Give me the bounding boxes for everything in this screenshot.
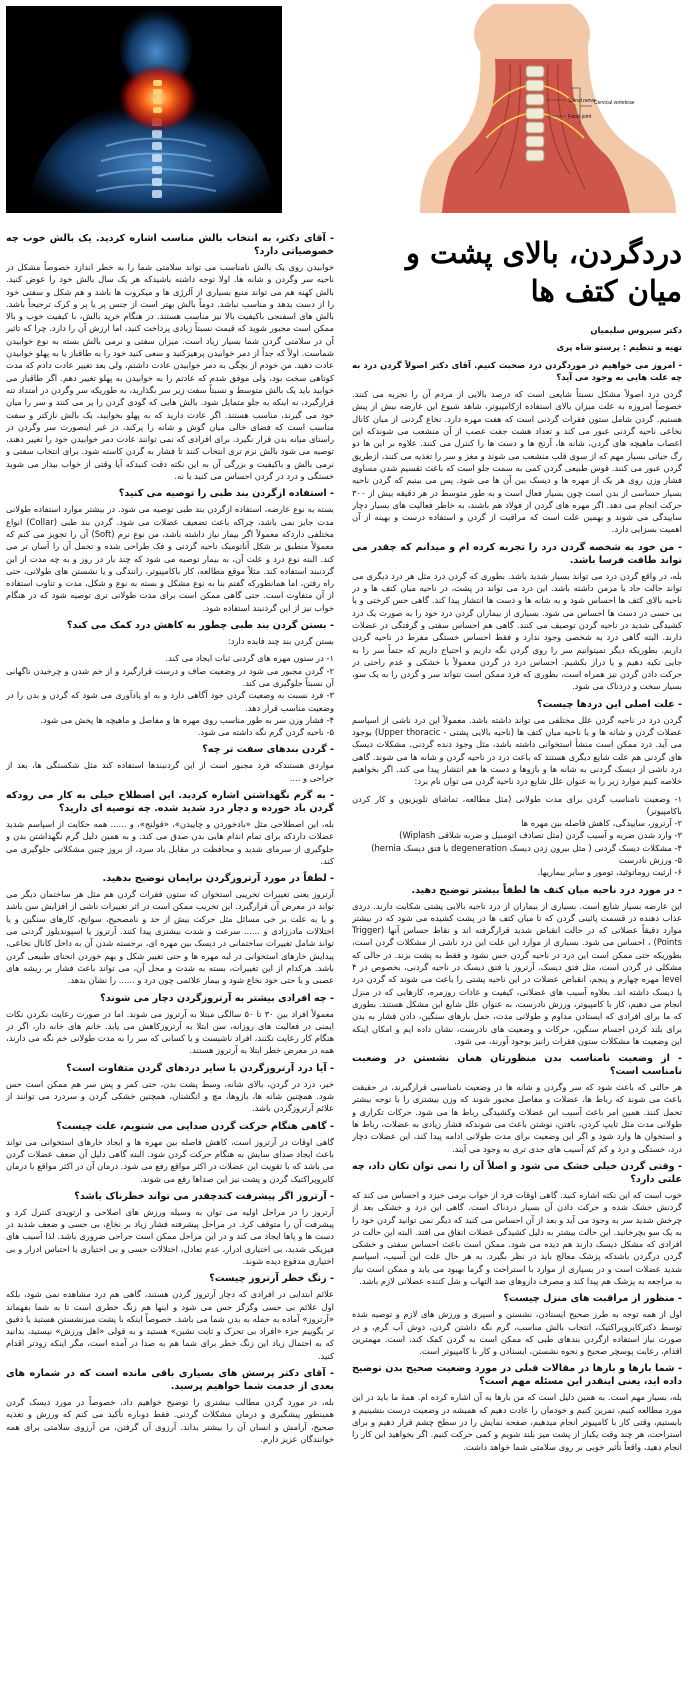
question-heading: - وقتی گردن خیلی خشک می شود و اصلاً آن را نمی توان تکان داد، چه علتی دارد؟ [352,1160,682,1185]
question-heading: - استفاده ازگردن بند طبی را توصیه می کنید؟ [118,488,334,500]
paragraph: بله، بسیار مهم است. به همین دلیل است که من بارها به آن اشاره کرده ام. همهٔ ما باید در این مورد مطالعه کنیم، تمرین کنیم و خودمان را عادت دهیم که همیشه در وضعیت درست بنشینیم و بایستیم، وقتی کار با کامپیوتر انجام میدهیم، صفحه نمایش را در سطح چشم قرار دهیم و برای استراحت، هر چند وقت یکبار از پشت میز بلند شویم و کمی حرکت کنیم. اگر بخواهید این کار را انجام دهید، واقعاً تأثیر خوبی بر روی سلامتی شما خواهد داشت. [352,1392,682,1452]
question-heading: - من خود به شخصه گردن درد را تجربه کرده ام و میدانم که چقدر می تواند طاقت فرسا باشد. [352,541,682,566]
question-heading: - از وضعیت نامناسب بدن منظورتان همان نشستن در وضعیت نامناسب است؟ [352,1053,682,1078]
label-facet-joint: Facet joint [568,114,592,120]
paragraph: خوب است که این نکته اشاره کنید. گاهی اوقات فرد از خواب برمی خیزد و احساس می کند که گردنش خشک شده و حرکت دادن آن بسیار دردناک است. گاهی این درد و خشکی بعد از چرخش شدید سر به وجود می آید و بعد از آن احساس می کنید که دیگر نمی توانید گردن خود را به یک سو بچرخانید. این حالت بیشتر به دلیل کشیدگی عضلات اتفاق می افتد. البته این حالت در افرادی که مشکل دیسک دارند هم دیده می شود. ممکن است باعث احساس سفتی و خشکی گردن درگردن باشدکه پزشک معالج باید در نظر بگیرد. به هر حال علت این آسیب، اسپاسم شدید عضلات است و در بسیاری از موارد با استراحت و گرما بهبود می یابد و ممکن است نیاز به مراجعه به پزشک هم پیدا کند و مصرف داروهای ضد التهاب و شل کننده عضلانی لازم باشد. [352,1189,682,1286]
paragraph: گردن درد در ناحیه گردن علل مختلفی می تواند داشته باشد. معمولاً این درد ناشی از اسپاسم عضلات گردن و شانه ها و یا ناحیه میان کتف ها (ناحیه بالایی پشتی - Upper thoracic) بوجود می آید. درد ممکن است منشأ استخوانی داشته باشد، مثل وجود دنده گردنی. مشکلات دیسک های گردنی هم علت شایع دیگری هستند که باعث درد در ناحیه گردن و شانه ها می شوند. گاهی درد ناشی از دیسک گردنی به شانه ها و بازوها و دست ها هم انتشار پیدا می کند. اگر بخواهیم خلاصه کنیم موارد زیر را به عنوان علل شایع درد ناحیه گردن می توان نام برد: [352,714,682,787]
neck-anatomy-image [420,4,676,213]
paragraph: آرتروز یعنی تغییرات تخریبی استخوان که ستون فقرات گردن هم مثل هر ساختمان دیگر می تواند در معرض آن قرارگیرد. این تخریب ممکن است در اثر تغییرات ناشی از افزایش سن باشد و یا به علت بر خی مسائل مثل حرکت بیش از حد و نامصحیح، سوانح، کارهای سنگین و یا اختلالات مادرزادی و ...... سرعت و شدت بیشتری پیدا کنند. آرتروز یا اسپوندیلوز گردنی می تواند شامل تغییرات ساختمانی در دیسک بین مهره ای، برجسته شدن آن به داخل کانال نخاعی، پیدایش خارهای استخوانی در لبه مهره ها و حتی تغییر شکل و بهم خوردن انحنای طبیعی گردن باشد. هرکدام از این تغییرات، بسته به شدت و محل آن، می تواند باعث فشار بر ریشه های عصبی و یا حتی خود نخاع شود و بیمار علائمی چون درد و ...... را نشان بدهد. [6,889,334,986]
paragraph: مواردی هستندکه فرد مجبور است از این گردنبندها استفاده کند مثل شکستگی ها، بعد از جراحی و .... [6,760,334,783]
question-heading: - بستن گردن بند طبی چطور به کاهش درد کمک می کند؟ [66,620,334,632]
xray-neck-pain-image [6,6,282,213]
paragraph: خیر، درد در گردن، بالای شانه، وسط پشت بدن، حتی کمر و پس سر هم ممکن است حس شود. همچنین شانه ها، بازوها، مچ و انگشتان، همچنین خشکی گردن و سردرد می توانند از علائم آرتروزگردن باشد. [6,1078,334,1114]
article-column-right [352,228,682,1696]
list-item: ۶- ارثیت روماتوئید، تومور و سایر بیماریها. [537,867,682,878]
paragraph: بله، این اصطلاحی مثل «بادخوردن و چاییدن»، «قولنج»، و ...... همه حکایت از اسپاسم شدید عضلات داردکه برای تمام اندام هایی بدن صدق می کند. و به همین دلیل گرم نگهداشتن بدن و جلوگیری از سرمای شدید و محافظت در مقابل باد سرد، از بروز چنین مشکلاتی جلوگیری می کند. [6,818,334,866]
question-heading: - آقای دکتر، به انتخاب بالش مناسب اشاره کردید. یک بالش خوب چه خصوصیاتی دارد؟ [6,233,334,257]
article-column-left [6,228,334,1696]
question-heading: - آرتروز اگر پیشرفت کندچقدر می تواند خطرناک باشد؟ [74,1190,334,1202]
question-heading: - منظور از مراقبت های منزل چیست؟ [503,1293,682,1305]
list-item: ۴- مشکلات دیسک گردنی ( مثل بیرون زدن دیسک degeneration یا فتق دیسک hernia) [371,842,682,853]
article-intro: - امروز می خواهیم در موردگردن درد صحبت کنیم. آقای دکتر اصولاً گردن درد به چه علت هایی به وجود می آید؟ [352,359,682,382]
article-author: دکتر سیروس سلیمیان [590,325,682,335]
question-heading: - گاهی هنگام حرکت گردن صدایی می شنویم، علت چیست؟ [56,1120,334,1132]
question-heading: - علت اصلی این دردها چیست؟ [537,698,682,710]
list-item: ۵- ناحیه گردن گرم نگه داشته می شود. [197,727,334,738]
xray-figure [6,6,282,213]
question-heading: - زنگ خطر آرتروز چیست؟ [209,1273,334,1285]
list-item: ۲- گردن مجبور می شود در وضعیت صاف و درست قرارگیرد و از خم شدن و چرخیدن ناگهانی آن نسبتاً جلوگیری می کند. [6,665,334,688]
paragraph: علائم ابتدایی در افرادی که دچار آرتروز گردن هستند، گاهی هم درد مشاهده نمی شود، بلکه اول علائم بی حسی وگزگز حس می شود و اینها هم زنگ خطری است تا به شما بفهماند «آرتروز» آماده به حمله به بدن شما می باشد. خصوصاً اینکه با پشت میزنشستن هستید یا دقیق تر بگوییم جزء «افراد بی تحرک و ثابت نشین» هستید و به قولی «اهل ورزش» نیستید، بدانید که به احتمال زیاد این زنگ خطر برای شما هم به صدا در آمده است، مگر اینکه زودتر اقدام کنید. [6,1289,334,1361]
collar-benefits-list [6,652,334,738]
article-editor: تهیه و تنظیم : پرستو شاه پری [556,342,682,353]
paragraph: اول از همه توجه به طرز صحیح ایستادن، نشستن و اسپری و ورزش های لازم و توصیه شده توسط دکترکایروپراکتیک، انتخاب بالش مناسب، گرم نگه داشتن گردن، دوش آب گرم، و در صورت نیاز استفاده ازگردن بندهای طبی که ممکن است به گردن کمک کند، است. مهمترین اقدام، رعایت پوسچر صحیح و نحوه نشستن، ایستادن و کار با کامپیوتر است. [352,1309,682,1357]
article-title: دردگردن، بالای پشت و میان کتف ها [405,236,682,308]
paragraph: گردن درد اصولاً مشکل نسبتاً شایعی است که درصد بالایی از مردم آن را تجربه می کنند. خصوصاً امروزه به علت میزان بالای استفاده ازکامپیوتر، شاهد شیوع این عارضه بیش از پیش هستیم. گردن شامل ستون فقرات گردنی است که هفت مهره دارد. نخاع گردنی از میان کانال نخاعی ناحیه گردنی عبور می کند و تعداد هشت جفت عصب از آن منشعب می شوندکه این اعصاب ماهیچه های گردن، شانه ها، آرنج ها و دست ها را کنترل می کنند. علاوه بر این ها دو رگ حیاتی بسیار مهم که از سوی قلب منشعب می شوند و مغز و سر را تغذیه می کنند، ازطریق گردن عبور می کنند. قوس طبیعی گردن کمی به سمت جلو است که باعث تقسیم شدن مساوی فشار وزن روی هر یک از مهره ها و دیسک بین آن ها می شود. پس می بینیم که گردن ناحیه بسیار حساسی از بدن است چون بسیار فعال است و به طور متوسط در هر دقیقه بیش از ۳۰۰ حرکت انجام می دهد. اگر مهره های گردن از فولاد هم باشند، به خاطر فعالیت های بسیار دچار ساییدگی می شوند و بهمین علت است که مراقبت از گردن و استفاده درست و بهینه از آن اهمیت بسزایی دارد. [352,389,682,535]
question-heading: - آیا درد آرتروزگردن با سایر دردهای گردن متفاوت است؟ [66,1062,334,1074]
paragraph: این عارضه بسیار شایع است. بسیاری از بیماران از درد ناحیه بالایی پشتی شکایت دارند. دردی عذاب دهنده در قسمت پائینی گردن که تا میان کتف ها در پشت کشیده می شود که در بیشتر موارد دقیقاً عضلاتی که در حالت انقباض شدید قرارگرفته اند و نقاط حساس آنها (Trigger Points) ، احساس می شود. بسیاری از موارد این علت این درد ناشی از مشکلات گردن است، بطوریکه حتی ممکن است این درد در ناحیه گردن حس نشود و فقط به پشت بزند. در حالی که مشکلی در گردن است، مثل فتق دیسک. آرتروز یا فتق دیسک در ناحیه گردنی، بخصوص در ۴ level مهره چهارم و پنجم، انقباض عضلات در این ناحیه پشتی را باعث می شوند که گردن درد یا دیسک داشته اند. بعلاوه آسیب های عضلانی، کیفیت و عادات روزمره، کارهایی که در منزل انجام می دهیم، کار با کامپیوتر، ورزش نادرست، به عنوان علل شایع این مشکل هستند. بطوری که ما برای افرادی که ایستادن مداوم و طولانی مدت، حمل بارهای سنگین، دادن فشار به بدن برای بلند کردن اجسام سنگین، حرکات و وضعیت های نادرست، نشان داده ایم و امکان اینکه این وضعیت ها مشکلات ستون فقرات رانیز بوجود آورند، می شود. [352,900,682,1046]
paragraph: آرتروز را در مراحل اولیه می توان به وسیله ورزش های اصلاحی و ارتوپدی کنترل کرد و پیشرفت آن را متوقف کرد. در مراحل پیشرفته فشار زیاد بر نخاع، بی حسی و ضعف شدید در دست ها و پاها ایجاد می کند و در این مراحل ممکن است جراحی ضروری باشد. لذا آسیب های فیزیکی شدید، بی اختیاری ادرار، عدم تعادل، اختلالات حسی و بی اختیاری یا احتباس ادرار و بی اختیاری مدفوع دیده شوند. [6,1206,334,1266]
paragraph: گاهی اوقات در آرتروز است، کاهش فاصله بین مهره ها و ایجاد خارهای استخوانی می تواند باعث ایجاد صدای سایش به هنگام حرکت گردن شود. البته گاهی دلیل آن ضعف عضلات گردن می باشد که با تقویت این عضلات در اکثر مواقع رفع می شود. درمان آن در اکثر مواقع با درمان کایروپراکتیک گردن و پشت نیز این صداها رفع می شوند. [6,1136,334,1184]
paragraph: بله، در واقع گردن درد می تواند بسیار شدید باشد. بطوری که گردن درد مثل هر درد دیگری می تواند حالت حاد یا مزمن داشته باشد. این درد می تواند در پشت، در ناحیه میان کتف ها و در ناحیه بالای کتف ها احساس شود و به شانه ها و دست ها انتشار پیدا کند. گاهی حس کرختی و یا بی حسی در دست ها احساس می شود. بسیاری از بیماران گردن درد خود را به صورت یک درد کشیدگی شدید در ناحیه گردن توصیف می کنند. گاهی هم احساس سفتی و گرفتگی در عضلات دارند. البته گاهی درد به شخصی وجود ندارد و فقط احساس خستگی مفرط در ناحیه گردن داریم. بطوریکه دیگر نمیتوانیم سر را روی گردن نگه داریم و احتیاج داریم که حتماً سر را به جایی تکیه دهیم و یا دراز بکشیم. احساس درد در گردن معمولاً با خشکی و عدم راحتی در حرکت دادن گردن نیز همراه است، بطوری که فرد ممکن است نتواند سر و گردن را به یک سو، بسیار سخت و دردناک می شود. [352,570,682,692]
paragraph: خوابیدن روی یک بالش نامناسب می تواند سلامتی شما را به خطر اندازد خصوصاً مشکل در ناحیه سر وگردن و شانه ها. اولا توجه داشته باشیدکه هر یک سال بالش خود را عوض کنید. بالش کهنه هم می تواند منبع بسیاری از آلرژی ها و میکروب ها باشد و هم شکل و سفتی خود را از دست بدهد و مناسب نباشد. دوماً بالش بهتر است از جنس پر یا پر و کرک ترجیحاً باشد. بالش های اسفنجی باکیفیت بالا نیز مناسب هستند. در هنگام خرید بالش، با کیفیت خوب و بالا ممکن است مجبور شوید که قیمت نسبتاً زیادی پرداخت کنید، اما ارزش آن را دارد. چرا که تاثیر آن در سلامتی گردن شما بسیار زیاد است. میزان سفتی و نرمی بالش بسته به نوع خوابیدن شماست. اولاً که جداً از دمر خوابیدن پرهیزکنید و سعی کنید خود را به طاقباز یا به پهلو خوابیدن عادت دهید. من خودم از بچگی به دمر خوابیدن عادت داشتم، ولی بعد تغییر عادت دادم که مدت کوتاهی سخت بود، ولی موفق شدم که عادتم را به خوابیدن به پهلو تغییر دهم. اگر طاقباز می خوابید باید یک بالش متوسط و نسبتاً سفت زیر سر بگذارید، به طوریکه سر وگردن در امتداد تنه قرارگیرد، نه اینکه به جلو متمایل شود. بالش هایی که گودی گردن را پر می کنند و سر را میان خود می گیرند، مناسب هستند. اگر عادت دارید که به پهلو بخوابید، یک بالش نازکتر و سفت مناسب است که فضای خالی میان گوش و شانه را پرکند، در غیر اینصورت سر وگردن در راستای میانه بدن قرار نگیرد. برای افرادی که نمی توانند عادت دمر خوابیدن خود را تغییر دهند، توصیه می شود بالش نرم تری انتخاب کنند تا فشار به گردن کاسته شود. برای انتخاب سفتی و نرمی بالش و باکیفیت و بزرگی آن به این نکته دقت کنیدکه آیا وقتی از خواب بیدار می شوید خستگی و درد در گردن احساس می کنید یا نه. [6,262,334,482]
question-heading: - آقای دکتر پرسش های بسیاری باقی مانده است که در شماره های بعدی از خدمت شما خواهیم پرسید. [6,1368,334,1393]
label-cervical-vertebrae: Cervical vertebrae [594,100,635,106]
question-heading: - لطفاً در مورد آرتروزگردن برایمان توضیح بدهید. [102,873,334,885]
list-item: ۳- فرد نسبت به وضعیت گردن خود آگاهی دارد و به او یادآوری می شود که گردن و بدن را در وضعیت مناسب قرار دهد. [6,690,334,713]
list-item: ۱- در ستون مهره های گردنی ثبات ایجاد می کند. [165,653,334,664]
neck-anatomy-figure [420,4,676,213]
list-item: ۲- آرتروز، ساییدگی، کاهش فاصله بین مهره ها [521,818,682,829]
list-item: ۴- فشار وزن سر به طور مناسب روی مهره ها و مفاصل و ماهیچه ها پخش می شود. [40,714,334,725]
list-item: ۵- ورزش نادرست [618,854,682,865]
causes-list [352,793,682,879]
question-heading: - به گرم نگهداشتن اشاره کردید. این اصطلاح خیلی به کار می رودکه گردن باد خورده و دچار درد شدید شده. چه توصیه ای دارید؟ [6,789,334,814]
question-heading: - شما بارها و بارها در مقالات قبلی در مورد وضعیت صحیح بدن توضیح داده اید، یعنی اینقدر این مسئله مهم است؟ [352,1363,682,1388]
paragraph: بسته به نوع عارضه، استفاده ازگردن بند طبی توصیه می شود. در بیشتر موارد استفاده طولانی مدت جایز نمی باشد، چراکه باعث تضعیف عضلات می شود. گردن بند طبی (Collar) انواع مختلفی داردکه معمولاً اگر بیمار نیاز داشته باشد، من نوع نرم (Soft) آن را تجویز می کنم که معمولاً منطبق بر شکل آناتومیک ناحیه گردنی و فک طراحی شده و تحمل آن را آسان تر می کند. البته نوع درد و علت آن، به بیمار توصیه می شود که چند بار در روز و به چه مدت از این گردنبند استفاده کند. مثلاً موقع مطالعه، کار باکامپیوتر، رانندگی و یا نشستن های طولانی، حتی راه رفتن، اما همانطورکه گفتم بنا به نوع مشکل و بسته به نوع و شکل، مدت و تناوب استفاده از آن متفاوت است. حتی گاهی ممکن است برای مدت طولانی تری توصیه شود که در هنگام خواب نیز از این گردنبند استفاده شود. [6,504,334,613]
question-heading: - چه افرادی بیشتر به آرتروزگردن دچار می شوند؟ [100,992,334,1004]
question-heading: - گردن بندهای سفت تر چه؟ [202,744,334,756]
list-item: ۱- وضعیت نامناسب گردن برای مدت طولانی (مثل مطالعه، تماشای تلویزیون و کار کردن باکامپیوتر) [352,793,682,816]
paragraph: بله، در مورد گردن مطالب بیشتری را توضیح خواهیم داد، خصوصاً در مورد دیسک گردن همینطور پیشگیری و درمان مشکلات گردنی. فقط دوباره تأکید می کنم که ورزش و تغذیه صحیح، آرامش و انسان آن را بیشتر بداند. آرزوی آن گرفتن، من آرزوی سلامتی برای همه خوانندگان عزیز دارم. [6,1397,334,1444]
cervical-spine [526,66,544,161]
list-item: ۳- وارد شدن ضربه و آسیب گردن (مثل تصادف اتومبیل و ضربه شلاقی Wiplash) [399,830,682,841]
paragraph: بستن گردن بند چند فایده دارد: [227,636,334,647]
paragraph: معمولاً افراد بین ۳۰ تا ۵۰ سالگی مبتلا به آرتروز می شوند. اما در صورت رعایت نکردن نکات ایمنی در فعالیت های روزانه، سن ابتلا به آرتروزکاهش می یابد. خانم های خانه دار، اگر در هنگام کار رعایت نکنند، افراد ناشیست و یا کسانی که سر را به مدت طولانی خم نگه می دارند، همه در معرض خطر ابتلا به آرتروز هستند. [6,1008,334,1056]
question-heading: - در مورد درد ناحیه میان کتف ها لطفاً بیشتر توضیح دهید. [411,884,682,896]
label-spinal-nerve: Spinal nerve [568,98,596,104]
paragraph: هر حالتی که باعث شود که سر وگردن و شانه ها در وضعیت نامناسبی قرارگیرند، در حقیقت باعث می شوند که رباط ها، عضلات و مفاصل مجبور شوند که وزن بیشتری را با توجه بیشتر تحمل کنند. همین امر باعث آسیب این عضلات وکشیدگی رباط ها می شود. حرکات تکراری و طولانی مدت مثل تایپ کردن، بافتن، نوشتن باعث می شوندکه فشار زیادی به عضلات، رباط ها و استخوان ها وارد شود و اگر این وضعیت برای مدت طولانی ادامه پیدا کند، این عضلات دچار درد، خستگی و درد و کم کم آسیب های جدی تری به وجود می آیند. [352,1082,682,1154]
